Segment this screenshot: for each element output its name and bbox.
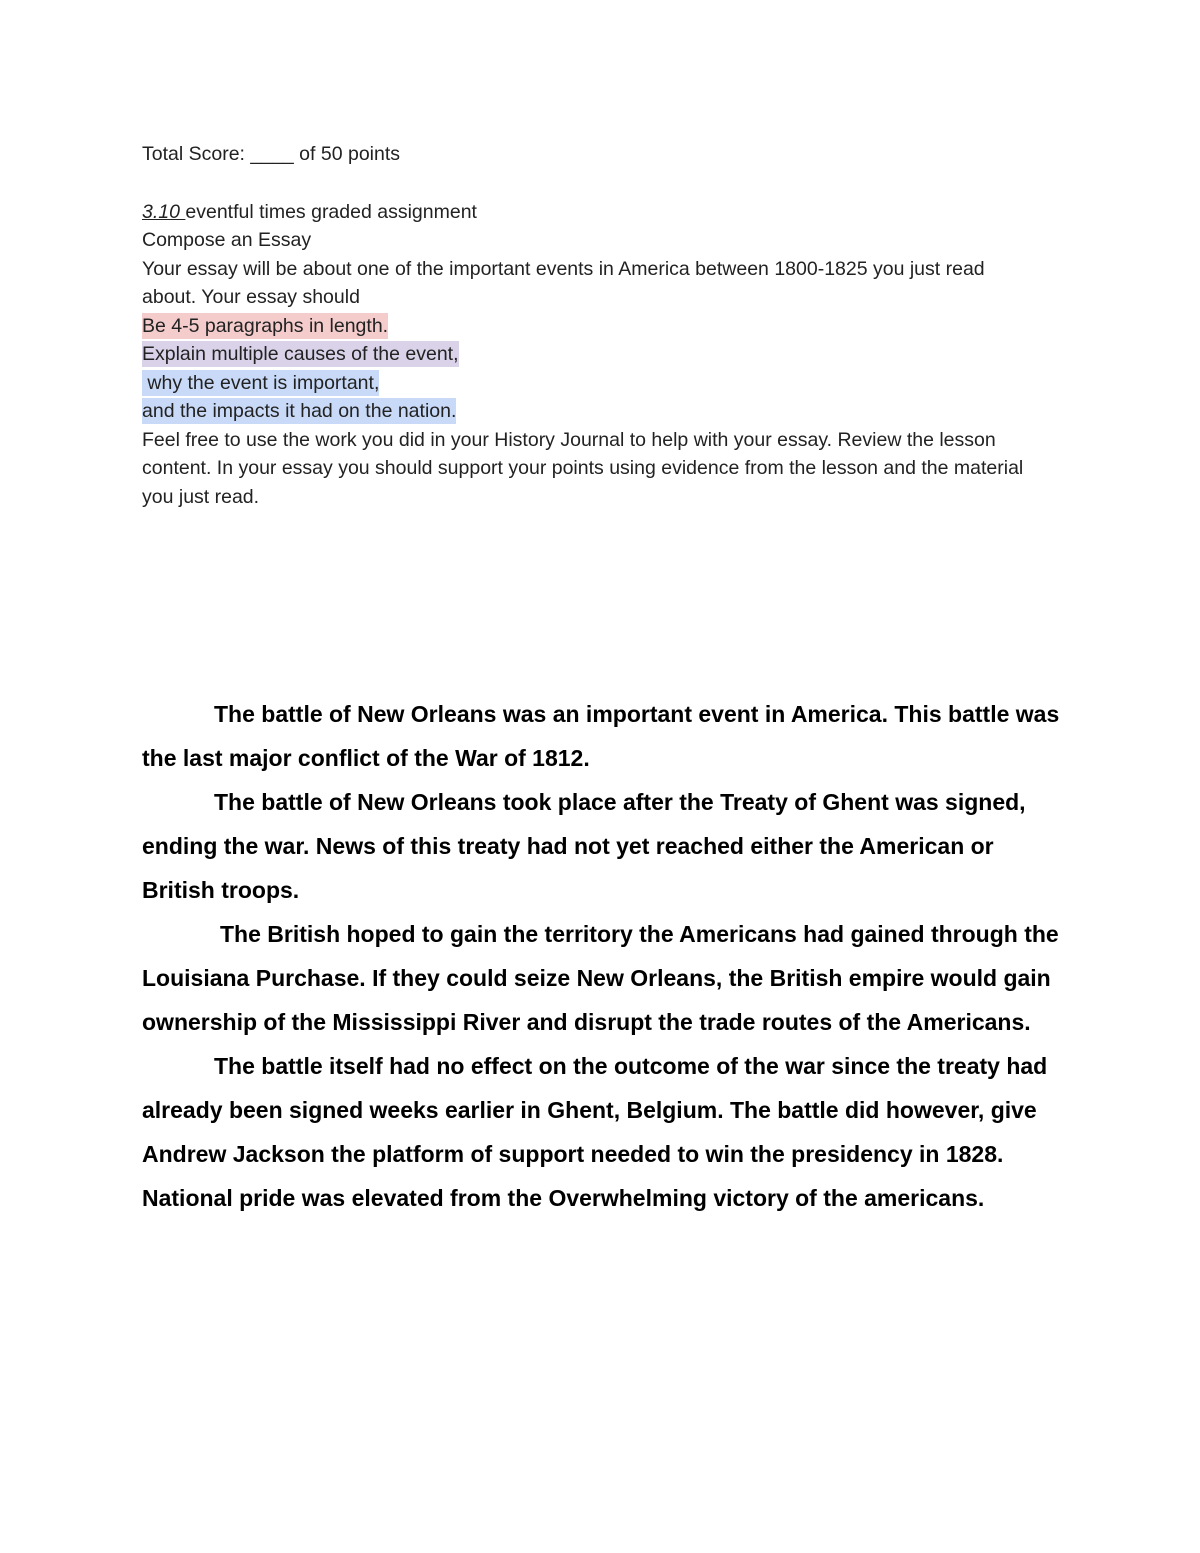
criteria-highlight: Be 4-5 paragraphs in length. <box>142 314 389 337</box>
essay-paragraph: The battle of New Orleans was an important event in America. This battle was the last major conflict of the War of 1812. <box>142 701 1060 771</box>
total-score-line: Total Score: ____ of 50 points <box>142 143 401 165</box>
essay-body <box>142 692 1072 1220</box>
criteria-highlight: Explain multiple causes of the event, <box>142 343 459 365</box>
essay-instructions: Your essay will be about one of the important events in America between 1800-1825 you just read about. Your essay should <box>142 257 985 308</box>
criteria-item <box>142 340 1042 369</box>
blank-line <box>142 169 1042 198</box>
closing-instructions: Feel free to use the work you did in your History Journal to help with your essay. Review the lesson content. In your essay you should support your points using evidence from the lesson and the material you just read. <box>142 428 1024 508</box>
compose-heading: Compose an Essay <box>142 229 312 251</box>
essay-paragraph: The British hoped to gain the territory the Americans had gained through the Louisiana Purchase. If they could seize New Orleans, the British empire would gain ownership of the Mississippi River and disrupt the trade routes of the Americans. <box>142 921 1059 1035</box>
criteria-item <box>142 397 1042 426</box>
essay-paragraph: The battle of New Orleans took place after the Treaty of Ghent was signed, ending the war. News of this treaty had not yet reached either the American or British troops. <box>142 789 1026 903</box>
criteria-highlight: and the impacts it had on the nation. <box>142 400 457 422</box>
assignment-title-line <box>142 198 1042 227</box>
criteria-item <box>142 369 1042 398</box>
essay-paragraph: The battle itself had no effect on the outcome of the war since the treaty had already been signed weeks earlier in Ghent, Belgium. The battle did however, give Andrew Jackson the platform of support needed to win the presidency in 1828. National pride was elevated from the Overwhelming victory of the americans. <box>142 1053 1048 1211</box>
criteria-highlight: why the event is important, <box>142 371 380 394</box>
assignment-instructions <box>142 140 1042 511</box>
criteria-item <box>142 312 1042 341</box>
assignment-number: 3.10 <box>142 200 186 223</box>
assignment-title: eventful times graded assignment <box>185 200 477 223</box>
